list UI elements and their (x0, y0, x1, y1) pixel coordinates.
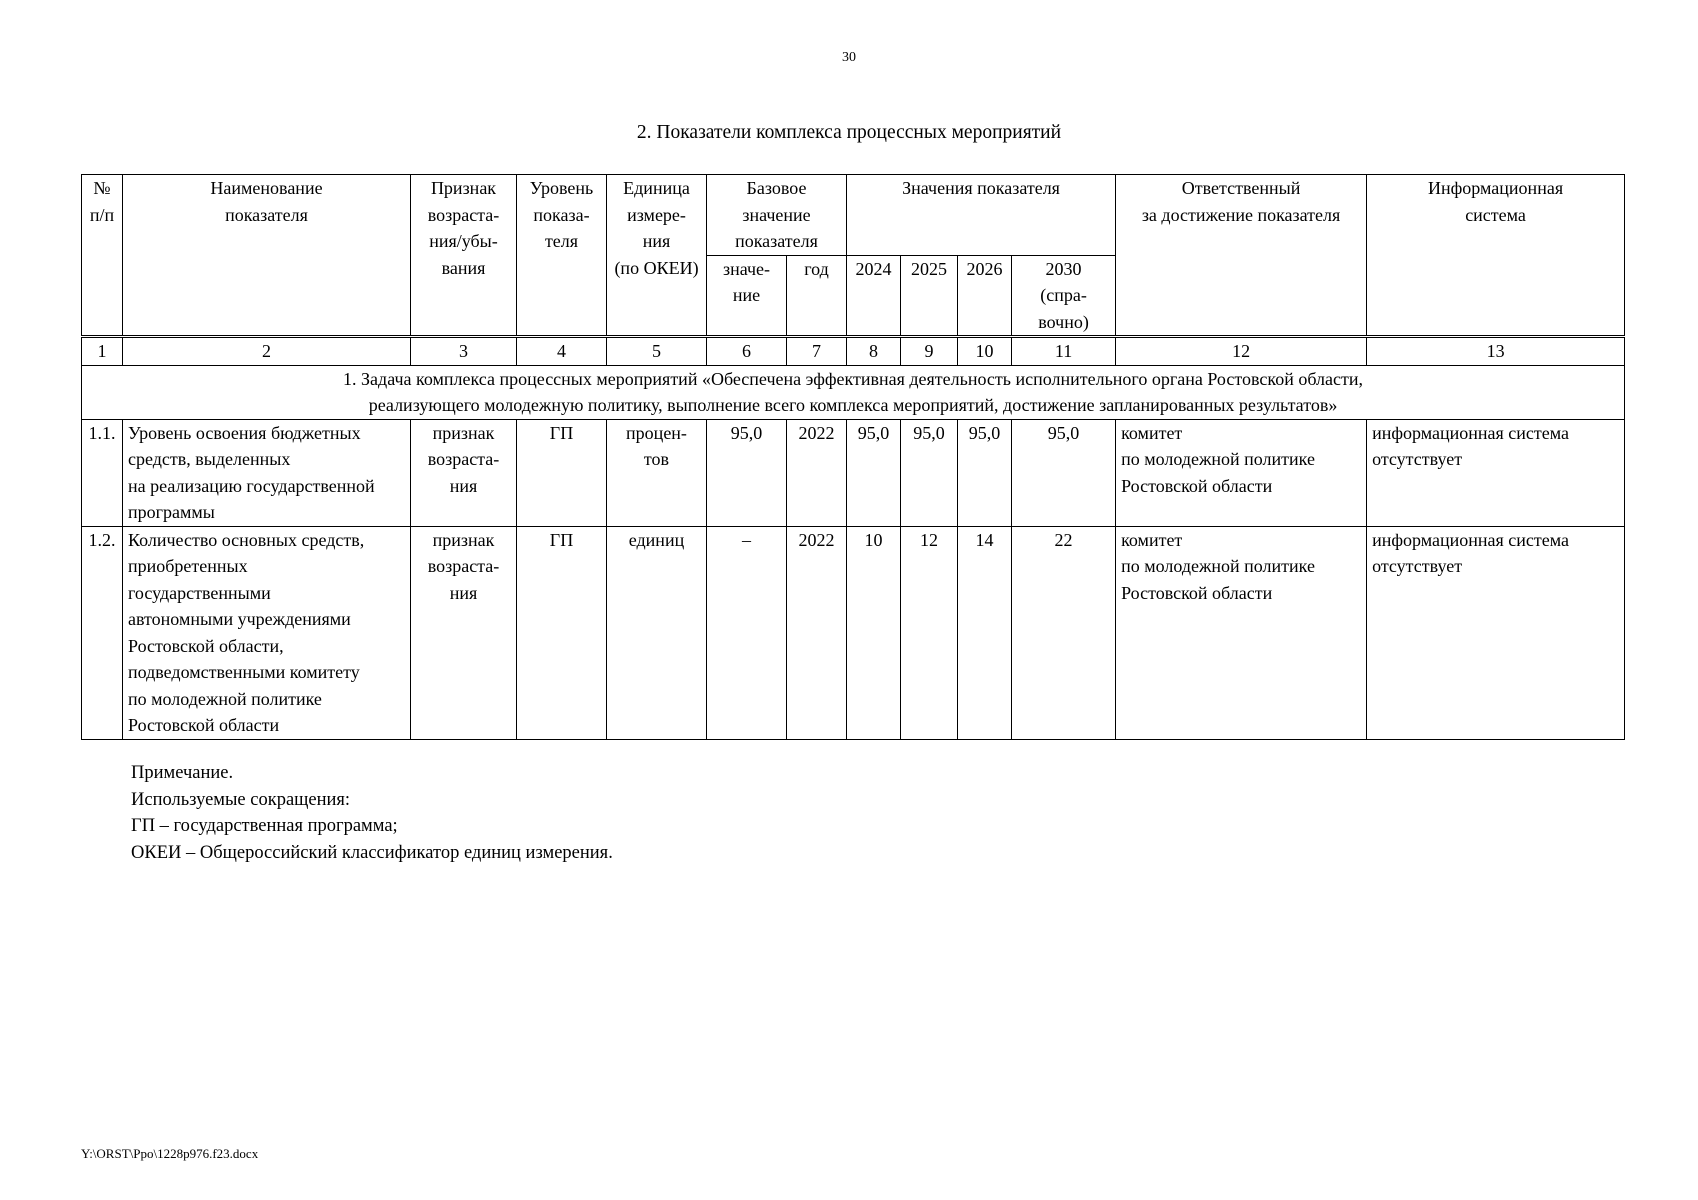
col-number: 6 (707, 337, 787, 366)
header-2026: 2026 (958, 255, 1012, 337)
row-value-2024: 95,0 (847, 419, 901, 526)
row-level: ГП (517, 526, 607, 739)
header-2024: 2024 (847, 255, 901, 337)
col-number: 5 (607, 337, 707, 366)
task-row (82, 365, 1625, 419)
row-base-year: 2022 (787, 419, 847, 526)
row-value-2026: 95,0 (958, 419, 1012, 526)
col-number: 2 (123, 337, 411, 366)
row-value-2030: 22 (1012, 526, 1116, 739)
header-base-value: значе- ние (707, 255, 787, 337)
row-value-2025: 95,0 (901, 419, 958, 526)
header-infosys: Информационная система (1367, 175, 1625, 337)
column-numbers-row (82, 337, 1625, 366)
note-line: ГП – государственная программа; (131, 816, 398, 836)
col-number: 10 (958, 337, 1012, 366)
header-name: Наименование показателя (123, 175, 411, 337)
header-2030: 2030 (спра- вочно) (1012, 255, 1116, 337)
header-2025: 2025 (901, 255, 958, 337)
header-base-year: год (787, 255, 847, 337)
row-value-2030: 95,0 (1012, 419, 1116, 526)
col-number: 12 (1116, 337, 1367, 366)
header-unit: Единица измере- ния (по ОКЕИ) (607, 175, 707, 337)
row-unit: единиц (607, 526, 707, 739)
table-row (82, 526, 1625, 739)
notes (131, 760, 613, 866)
header-row-1 (82, 175, 1625, 256)
note-line: Используемые сокращения: (131, 789, 351, 810)
col-number: 4 (517, 337, 607, 366)
row-value-2025: 12 (901, 526, 958, 739)
page-number: 30 (842, 50, 856, 65)
indicators-table (81, 174, 1625, 740)
row-value-2026: 14 (958, 526, 1012, 739)
row-base-value: – (707, 526, 787, 739)
header-num: № п/п (82, 175, 123, 337)
table-row (82, 419, 1625, 526)
col-number: 9 (901, 337, 958, 366)
header-base: Базовое значение показателя (707, 175, 847, 256)
row-base-year: 2022 (787, 526, 847, 739)
row-name: Уровень освоения бюджетных средств, выделенных на реализацию государственной программы (123, 419, 411, 526)
row-responsible: комитет по молодежной политике Ростовской области (1116, 419, 1367, 526)
row-unit: процен- тов (607, 419, 707, 526)
col-number: 8 (847, 337, 901, 366)
row-level: ГП (517, 419, 607, 526)
task-description: 1. Задача комплекса процессных мероприятий «Обеспечена эффективная деятельность исполнительного органа Ростовской области, реализующего молодежную политику, выполнение всего комплекса мероприятий, достижение запланированных результатов» (82, 365, 1625, 419)
row-infosys: информационная система отсутствует (1367, 419, 1625, 526)
row-sign: признак возраста- ния (411, 419, 517, 526)
row-num: 1.2. (82, 526, 123, 739)
col-number: 11 (1012, 337, 1116, 366)
header-level: Уровень показа- теля (517, 175, 607, 337)
note-heading: Примечание. (131, 763, 234, 783)
row-num: 1.1. (82, 419, 123, 526)
note-line: ОКЕИ – Общероссийский классификатор единиц измерения. (131, 842, 613, 863)
col-number: 7 (787, 337, 847, 366)
document-title: 2. Показатели комплекса процессных мероприятий (636, 122, 1062, 143)
col-number: 3 (411, 337, 517, 366)
col-number: 13 (1367, 337, 1625, 366)
row-sign: признак возраста- ния (411, 526, 517, 739)
row-responsible: комитет по молодежной политике Ростовской области (1116, 526, 1367, 739)
row-infosys: информационная система отсутствует (1367, 526, 1625, 739)
row-value-2024: 10 (847, 526, 901, 739)
header-values: Значения показателя (847, 175, 1116, 256)
col-number: 1 (82, 337, 123, 366)
file-path-footer: Y:\ORST\Ppo\1228p976.f23.docx (81, 1146, 259, 1161)
row-base-value: 95,0 (707, 419, 787, 526)
header-sign: Признак возраста- ния/убы- вания (411, 175, 517, 337)
header-responsible: Ответственный за достижение показателя (1116, 175, 1367, 337)
row-name: Количество основных средств, приобретенных государственными автономными учреждениями Ростовской области, подведомственными комитету по молодежной политике Ростовской области (123, 526, 411, 739)
